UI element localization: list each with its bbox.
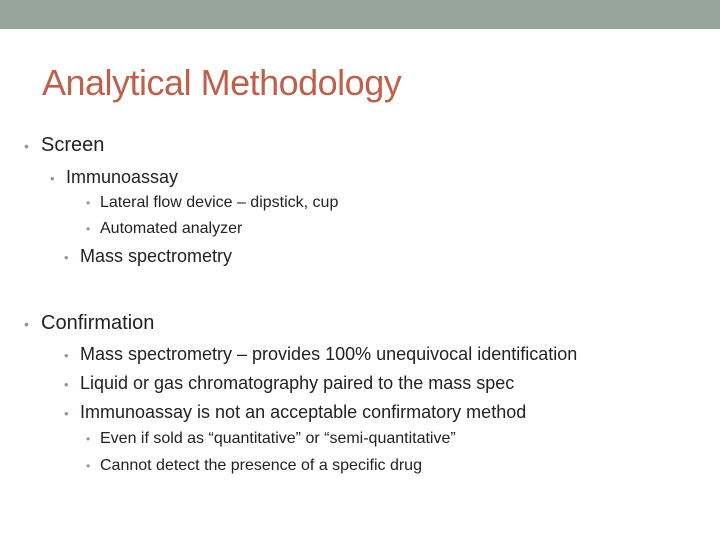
bullet-mass-spectrometry: [64, 245, 232, 269]
bullet-label: Immunoassay: [66, 167, 179, 187]
bullet-icon: •: [64, 377, 69, 392]
bullet-label: Screen: [41, 134, 105, 156]
bullet-chromatography: [64, 372, 514, 396]
bullet-icon: •: [86, 432, 91, 446]
bullet-label: Immunoassay is not an acceptable confirmatory method: [80, 402, 527, 422]
bullet-icon: •: [86, 222, 91, 236]
bullet-mass-spec-identification: [64, 343, 577, 367]
bullet-cannot-detect: [86, 456, 422, 476]
bullet-label: Lateral flow device – dipstick, cup: [100, 194, 339, 211]
bullet-icon: •: [86, 196, 91, 210]
bullet-screen: [24, 133, 104, 158]
bullet-immunoassay: [50, 166, 178, 190]
bullet-label: Automated analyzer: [100, 220, 243, 237]
bullet-icon: •: [64, 250, 69, 265]
bullet-label: Even if sold as “quantitative” or “semi-quantitative”: [100, 430, 456, 447]
bullet-icon: •: [24, 138, 29, 154]
bullet-icon: •: [24, 316, 29, 332]
bullet-icon: •: [64, 406, 69, 421]
bullet-icon: •: [86, 459, 91, 473]
bullet-automated-analyzer: [86, 219, 242, 239]
bullet-quantitative: [86, 429, 456, 449]
bullet-icon: •: [64, 348, 69, 363]
bullet-label: Mass spectrometry – provides 100% unequivocal identification: [80, 344, 578, 364]
top-accent-bar: [0, 0, 720, 29]
bullet-confirmation: [24, 311, 154, 336]
bullet-label: Confirmation: [41, 312, 155, 334]
bullet-label: Liquid or gas chromatography paired to the mass spec: [80, 373, 515, 393]
bullet-immunoassay-not-acceptable: [64, 401, 526, 425]
slide-title: Analytical Methodology: [42, 62, 402, 103]
bullet-lateral-flow: [86, 193, 338, 213]
bullet-label: Cannot detect the presence of a specific drug: [100, 457, 422, 474]
bullet-label: Mass spectrometry: [80, 246, 233, 266]
bullet-icon: •: [50, 171, 55, 186]
